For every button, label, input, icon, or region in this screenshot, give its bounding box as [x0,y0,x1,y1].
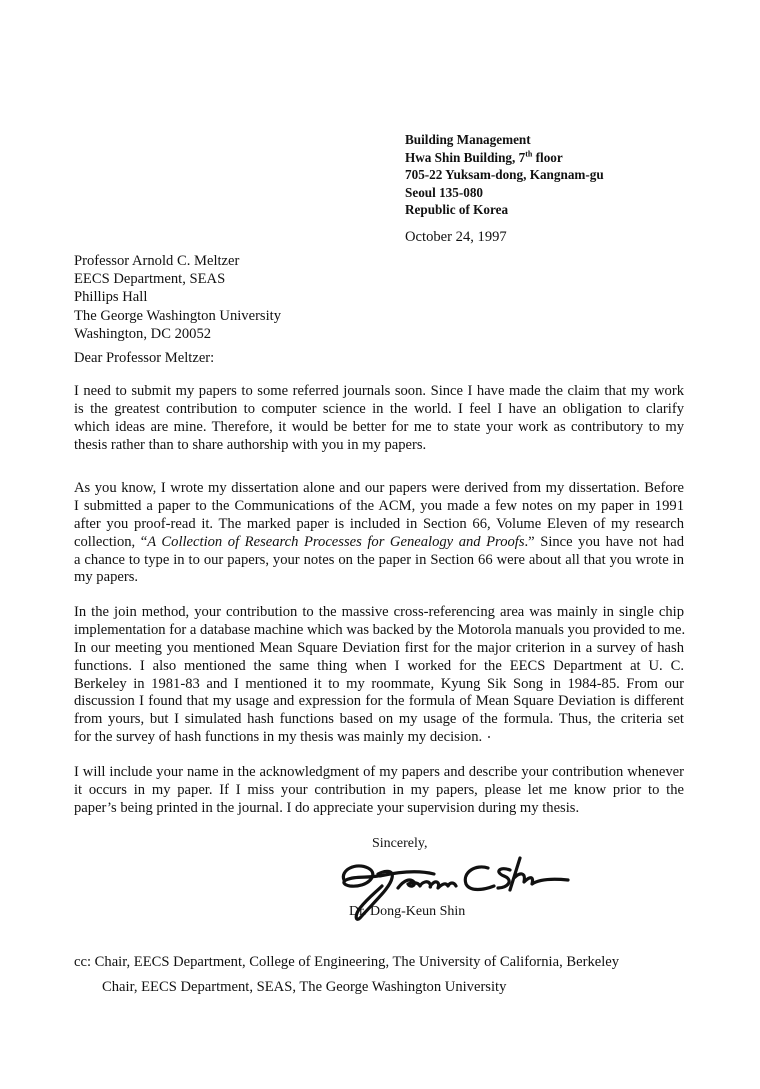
paragraph-line: functions. I also mentioned the same thing when I worked for the EECS Department at U. C. [74,657,684,674]
signature-stroke [498,869,510,888]
recipient-line: Phillips Hall [74,289,148,306]
paragraph-line: I will include your name in the acknowledgment of my papers and describe your contribution whenever [74,764,684,780]
closing: Sincerely, [372,836,428,851]
salutation: Dear Professor Meltzer: [74,350,215,366]
paragraph-line: it occurs in my paper. If I miss your contribution in my papers, please let me know prior to the [74,781,684,798]
paragraph-line: In our meeting you mentioned Mean Square Deviation first for the major criterion in a survey of hash [74,639,684,656]
stray-mark [488,736,490,738]
book-title: A Collection of Research Processes for Genealogy and Proofs [147,533,525,550]
signature-stroke [465,867,494,890]
sender-line: Republic of Korea [405,202,509,218]
paragraph-line: is the greatest contribution to computer science in the world. I feel I have an obligation to clarify [74,400,684,417]
paragraph-line: I need to submit my papers to some referred journals soon. Since I have made the claim that my work [74,383,684,399]
paragraph-line: for the survey of hash functions in my thesis was mainly my decision. [74,729,483,746]
paragraph-3 [74,604,684,747]
sender-line: 705-22 Yuksam-dong, Kangnam-gu [405,167,604,183]
paragraph-4 [74,764,684,818]
recipient-line: EECS Department, SEAS [74,271,226,288]
paragraph-line: a chance to type in to our papers, your notes on the paper in Section 66 were about all that you wrote in [74,551,684,568]
paragraph-line: from yours, but I simulated hash functions based on my usage of the formula. Thus, the criteria set [74,711,684,728]
paragraph-line: paper’s being printed in the journal. I do appreciate your supervision during my thesis. [74,799,580,816]
paragraph-line: collection, “A Collection of Research Processes for Genealogy and Proofs.” Since you have not had [74,533,684,550]
recipient-line: Professor Arnold C. Meltzer [74,253,240,269]
paragraph-line: As you know, I wrote my dissertation alone and our papers were derived from my dissertation. Before [74,480,684,496]
paragraph-1 [74,383,684,455]
letter-date: October 24, 1997 [405,229,507,245]
paragraph-line: discussion I found that my usage and expression for the formula of Mean Square Deviation is different [74,693,684,710]
signer-name: Dr. Dong-Keun Shin [349,904,466,919]
paragraph-line: In the join method, your contribution to the massive cross-referencing area was mainly in single chip [74,604,684,620]
signature-stroke [510,858,568,890]
recipient-address [74,252,281,343]
recipient-line: The George Washington University [74,307,282,324]
signature-stroke [398,880,456,888]
paragraph-line: implementation for a database machine which was backed by the Motorola manuals you provided to me. [74,621,686,638]
sender-line: Building Management [405,132,531,147]
cc-list [74,950,619,1000]
paragraph-line: after you proof-read it. The marked paper is included in Section 66, Volume Eleven of my research [74,515,684,532]
paragraph-line: I submitted a paper to the Communications of the ACM, you made a few notes on my paper in 1991 [74,497,684,514]
paragraph-line: thesis rather than to share authorship with you in my papers. [74,436,427,453]
paragraph-line: my papers. [74,569,139,586]
sender-address [405,131,604,219]
signature-stroke [343,866,378,886]
paragraph-2 [74,480,684,587]
recipient-line: Washington, DC 20052 [74,325,212,342]
cc-line: Chair, EECS Department, SEAS, The George Washington University [102,979,507,995]
sender-line: Hwa Shin Building, 7th floor [405,149,563,165]
paragraph-line: which ideas are mine. Therefore, it would be better for me to state your work as contributory to my [74,418,684,435]
sender-line: Seoul 135-080 [405,184,484,200]
cc-line: cc: Chair, EECS Department, College of Engineering, The University of California, Berkeley [74,954,620,970]
paragraph-line: Berkeley in 1981-83 and I mentioned it to my roommate, Kyung Sik Song in 1984-85. From our [74,675,684,692]
